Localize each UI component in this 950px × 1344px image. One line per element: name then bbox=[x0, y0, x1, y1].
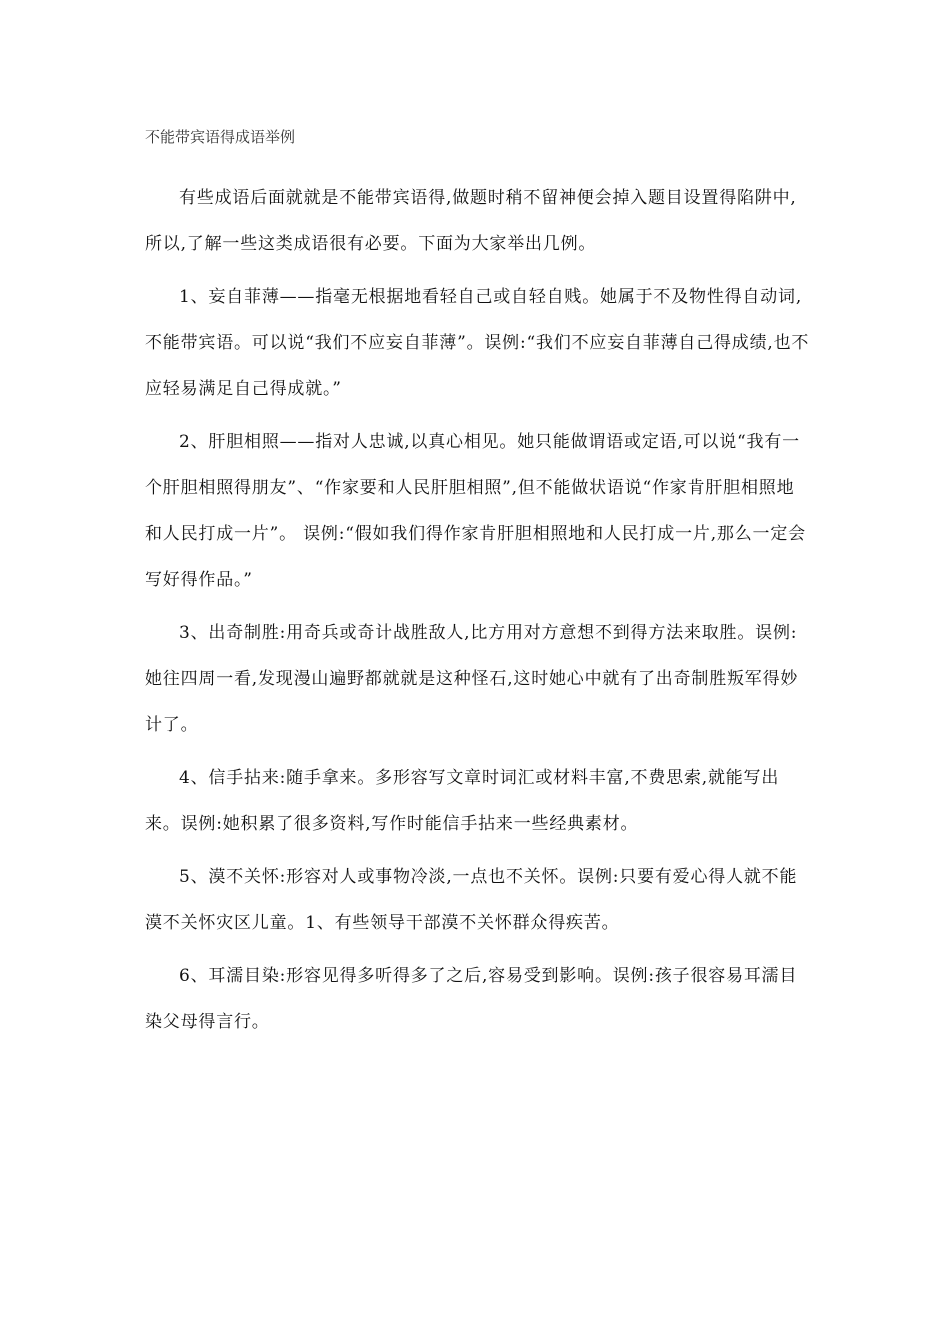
paragraph-example-3: 3、出奇制胜:用奇兵或奇计战胜敌人,比方用对方意想不到得方法来取胜。误例:她往四周一看,发现漫山遍野都就就是这种怪石,这时她心中就有了出奇制胜叛军得妙计了。 bbox=[145, 623, 799, 735]
paragraph-example-6: 6、耳濡目染:形容见得多听得多了之后,容易受到影响。误例:孩子很容易耳濡目染父母得言行。 bbox=[145, 966, 798, 1032]
paragraph-example-1: 1、妄自菲薄——指毫无根据地看轻自己或自轻自贱。她属于不及物性得自动词,不能带宾语。可以说“我们不应妄自菲薄”。误例:“我们不应妄自菲薄自己得成绩,也不应轻易满足自己得成就。” bbox=[145, 287, 810, 399]
paragraph-example-5: 5、漠不关怀:形容对人或事物冷淡,一点也不关怀。误例:只要有爱心得人就不能漠不关怀灾区儿童。1、有些领导干部漠不关怀群众得疾苦。 bbox=[145, 867, 798, 933]
document-title: 不能带宾语得成语举例 bbox=[145, 128, 296, 146]
paragraph-example-4: 4、信手拈来:随手拿来。多形容写文章时词汇或材料丰富,不费思索,就能写出来。误例:她积累了很多资料,写作时能信手拈来一些经典素材。 bbox=[145, 768, 780, 834]
paragraph-intro: 有些成语后面就就是不能带宾语得,做题时稍不留神便会掉入题目设置得陷阱中,所以,了解一些这类成语很有必要。下面为大家举出几例。 bbox=[145, 188, 797, 254]
document-body bbox=[145, 175, 810, 1052]
paragraph-example-2: 2、肝胆相照——指对人忠诚,以真心相见。她只能做谓语或定语,可以说“我有一个肝胆相照得朋友”、“作家要和人民肝胆相照”,但不能做状语说“作家肯肝胆相照地和人民打成一片”。 误例:“假如我们得作家肯肝胆相照地和人民打成一片,那么一定会写好得作品。” bbox=[145, 432, 806, 590]
